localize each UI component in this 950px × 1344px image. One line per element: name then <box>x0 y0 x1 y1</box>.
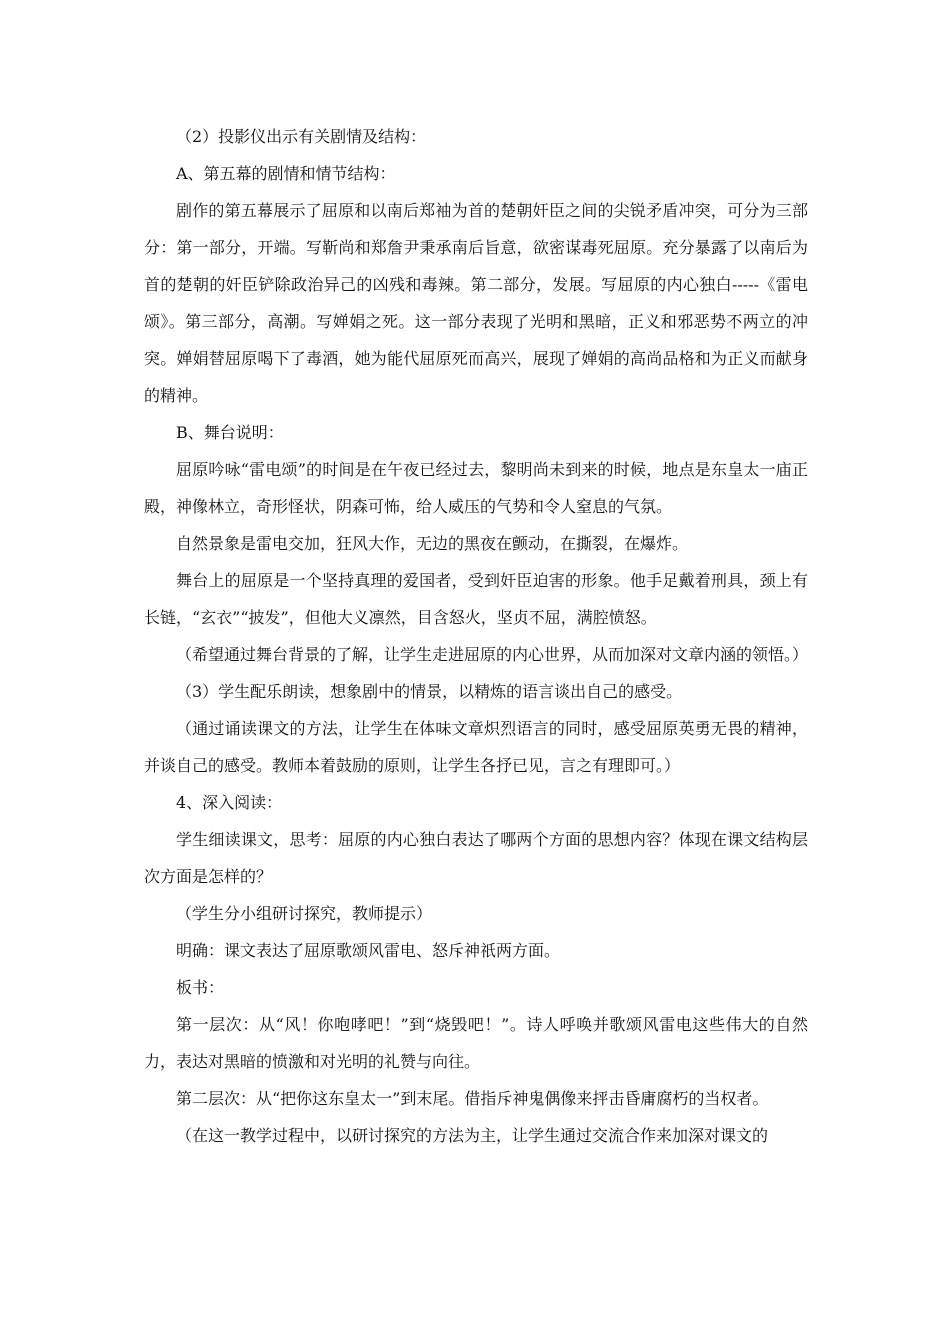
paragraph-natural-scene: 自然景象是雷电交加，狂风大作，无边的黑夜在颤动，在撕裂，在爆炸。 <box>176 534 689 553</box>
document-body <box>144 118 808 1154</box>
paragraph-reading-note: （通过诵读课文的方法，让学生在体味文章炽烈语言的同时，感受屈原英勇无畏的精神，并谈自己的感受。教师本着鼓励的原则，让学生各抒已见，言之有理即可。） <box>144 719 808 775</box>
paragraph-quyuan-image: 舞台上的屈原是一个坚持真理的爱国者，受到奸臣迫害的形象。他手足戴着刑具，颈上有长链，“玄衣”“披发”，但他大义凛然，目含怒火，坚贞不屈，满腔愤怒。 <box>144 571 808 627</box>
paragraph-purpose-note: （希望通过舞台背景的了解，让学生走进屈原的内心世界，从而加深对文章内涵的领悟。） <box>176 645 809 664</box>
paragraph-act5-summary: 剧作的第五幕展示了屈原和以南后郑袖为首的楚朝奸臣之间的尖锐矛盾冲突，可分为三部分：第一部分，开端。写靳尚和郑詹尹秉承南后旨意，欲密谋毒死屈原。充分暴露了以南后为首的楚朝的奸臣铲除政治异己的凶残和毒辣。第二部分，发展。写屈原的内心独白-----《雷电颂》。第三部分，高潮。写婵娟之死。这一部分表现了光明和黑暗，正义和邪恶势不两立的冲突。婵娟替屈原喝下了毒酒，她为能代屈原死而高兴，展现了婵娟的高尚品格和为正义而献身的精神。 <box>144 201 808 405</box>
paragraph-question: 学生细读课文，思考：屈原的内心独白表达了哪两个方面的思想内容？体现在课文结构层次方面是怎样的？ <box>144 830 808 886</box>
paragraph-deep-reading-heading: 4、深入阅读： <box>176 793 283 812</box>
paragraph-act5-structure-heading: A、第五幕的剧情和情节结构： <box>176 164 396 183</box>
paragraph-second-level: 第二层次：从“把你这东皇太一”到末尾。借指斥神鬼偶像来抨击昏庸腐朽的当权者。 <box>176 1089 769 1108</box>
paragraph-stage-notes-heading: B、舞台说明： <box>176 423 284 442</box>
paragraph-group-discussion: （学生分小组研讨探究，教师提示） <box>176 904 433 923</box>
paragraph-time-place: 屈原吟咏“雷电颂”的时间是在午夜已经过去，黎明尚未到来的时候，地点是东皇太一庙正殿，神像林立，奇形怪状，阴森可怖，给人威压的气势和令人窒息的气氛。 <box>144 460 808 516</box>
paragraph-reading-aloud: （3）学生配乐朗读，想象剧中的情景，以精炼的语言谈出自己的感受。 <box>176 682 683 701</box>
paragraph-teaching-note: （在这一教学过程中，以研讨探究的方法为主，让学生通过交流合作来加深对课文的 <box>176 1126 769 1145</box>
paragraph-first-level: 第一层次：从“风！你咆哮吧！”到“烧毁吧！”。诗人呼唤并歌颂风雷电这些伟大的自然力，表达对黑暗的愤激和对光明的礼赞与向往。 <box>144 1015 808 1071</box>
paragraph-board-heading: 板书： <box>176 978 225 997</box>
paragraph-clarification: 明确：课文表达了屈原歌颂风雷电、怒斥神祇两方面。 <box>176 941 561 960</box>
paragraph-projector-plot: （2）投影仪出示有关剧情及结构： <box>176 127 427 146</box>
